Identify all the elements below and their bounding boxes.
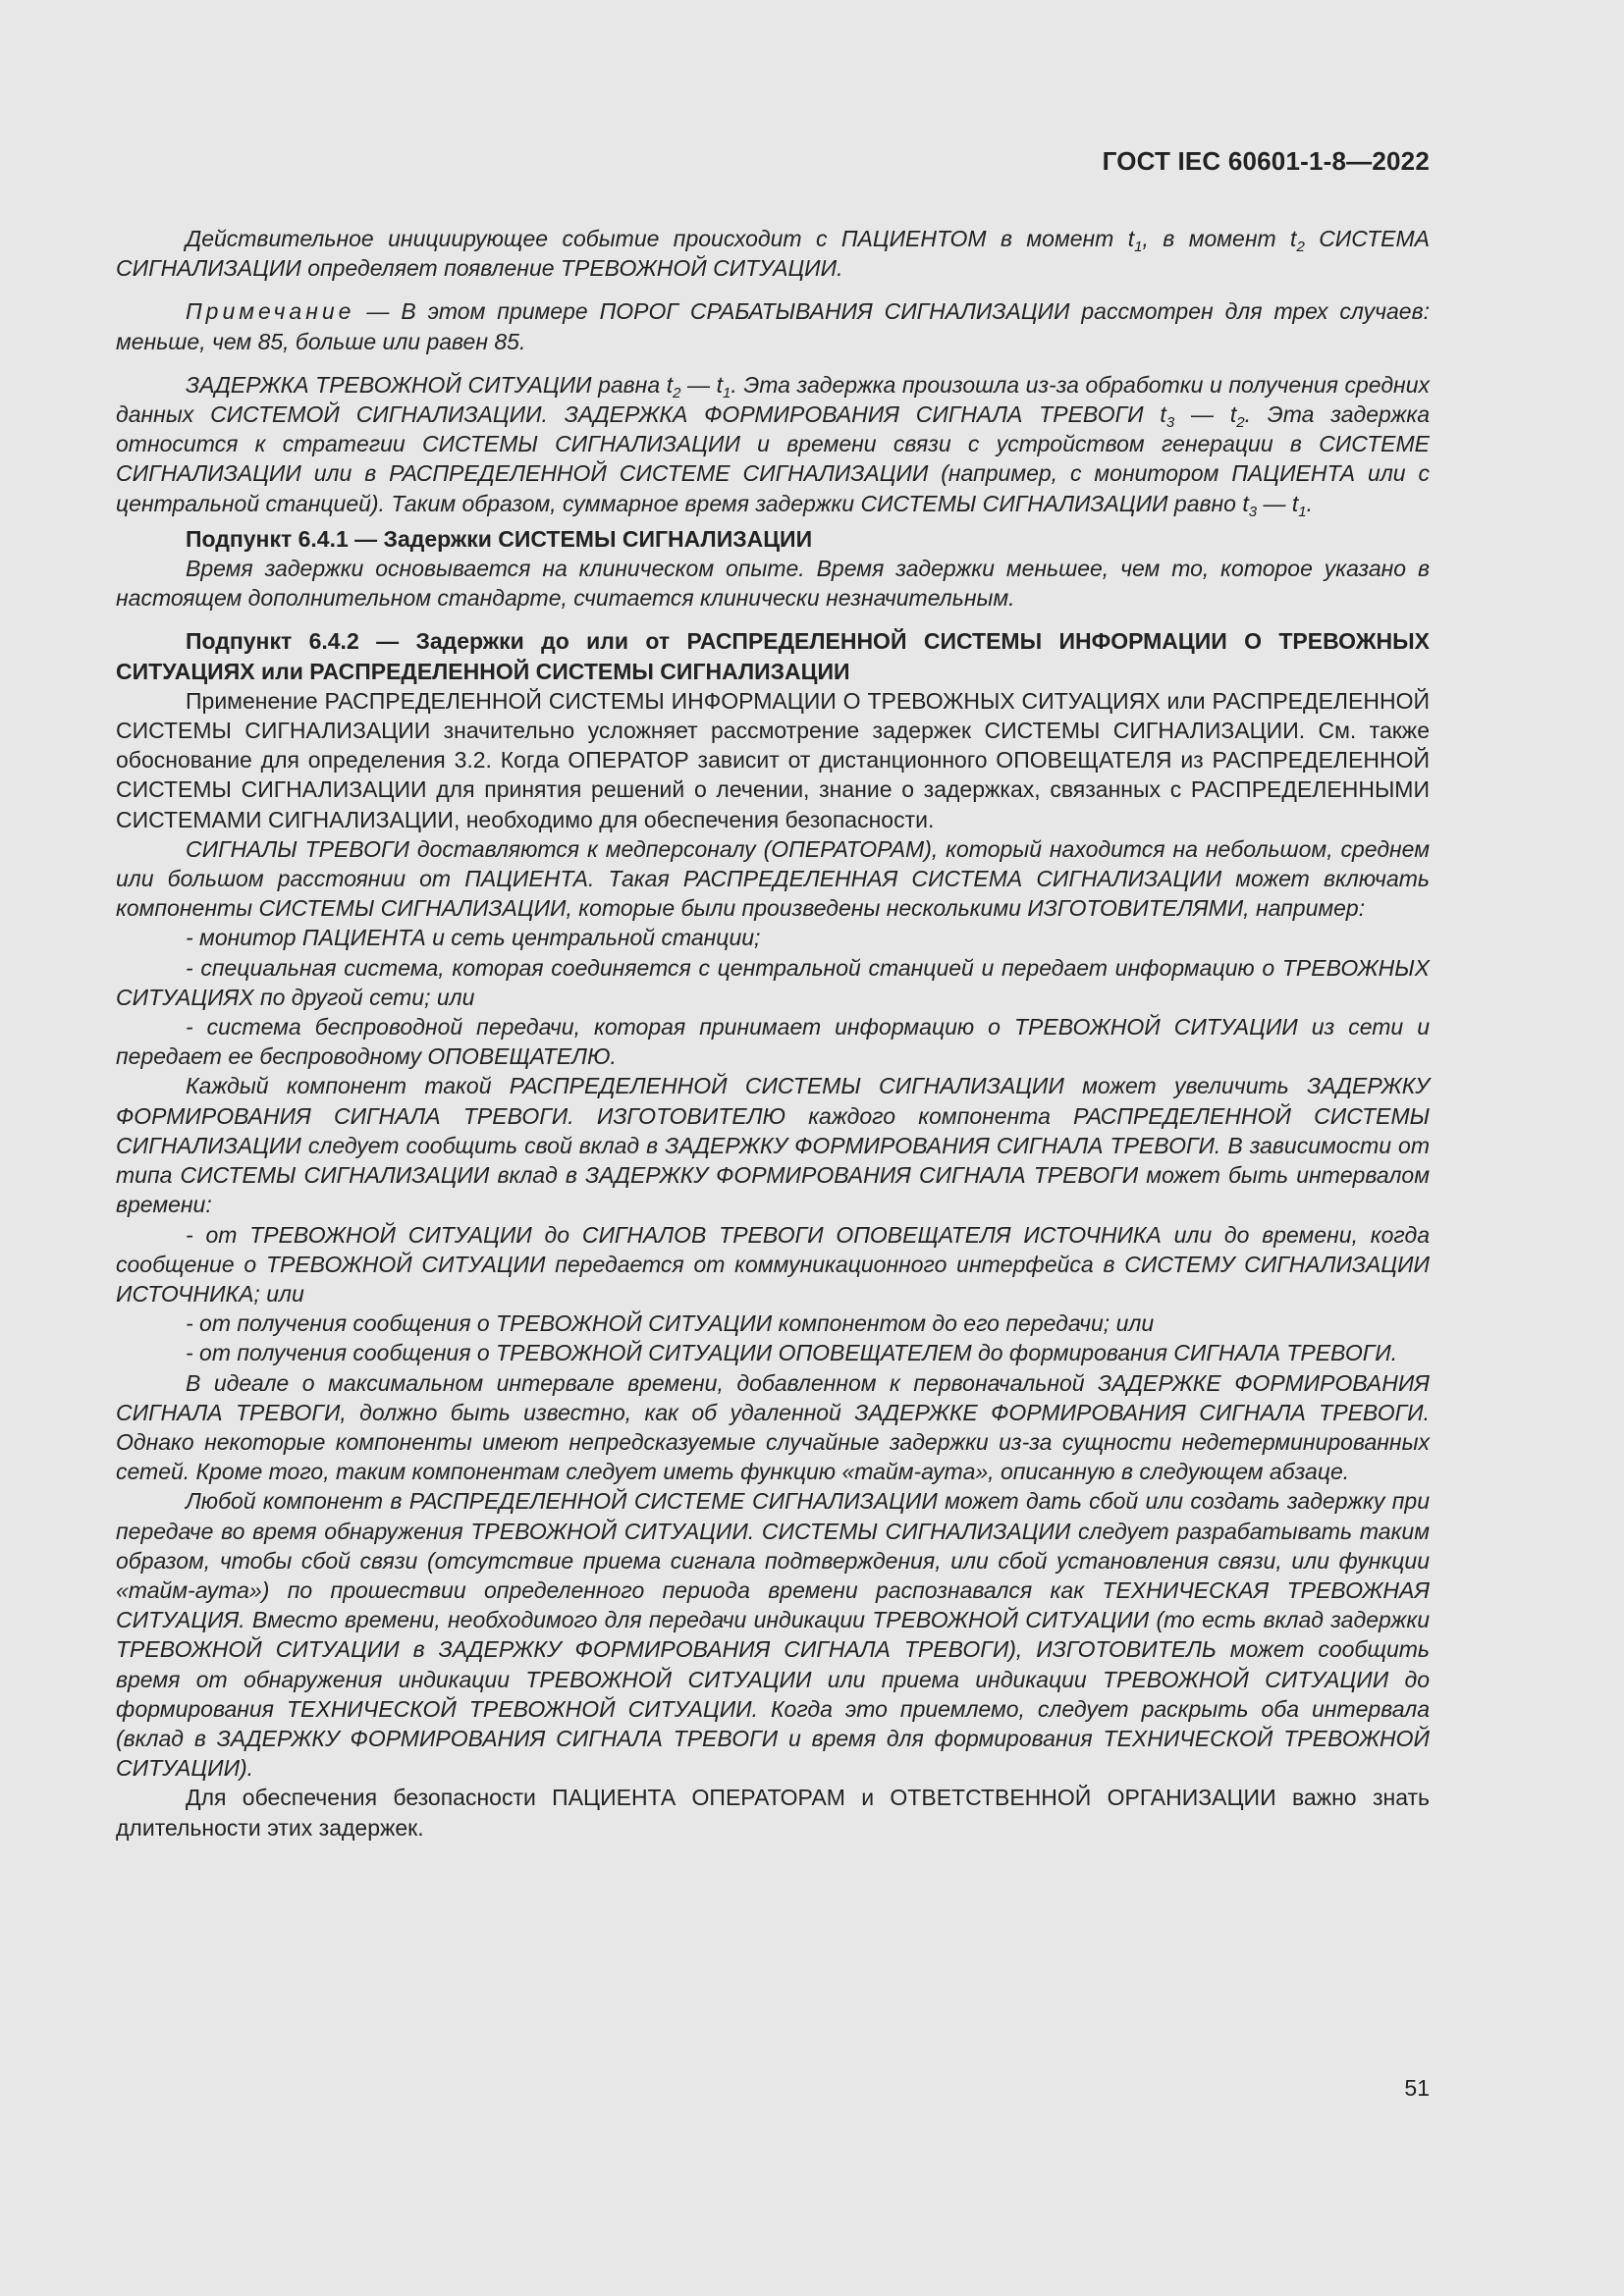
- subclause-6-4-2-paragraph-5: Любой компонент в РАСПРЕДЕЛЕННОЙ СИСТЕМЕ СИГНАЛИЗАЦИИ может дать сбой или создать задержку при передаче во время обнаружения ТРЕВОЖНОЙ СИТУАЦИИ. СИСТЕМЫ СИГНАЛИЗАЦИИ следует разрабатывать таким образом, чтобы сбой связи (отсутствие приема сигнала подтверждения, или сбой установления связи, или функции «тайм-аута») по прошествии определенного периода времени распознавался как ТЕХНИЧЕСКАЯ ТРЕВОЖНАЯ СИТУАЦИЯ. Вместо времени, необходимого для передачи индикации ТРЕВОЖНОЙ СИТУАЦИИ (то есть вклад задержки ТРЕВОЖНОЙ СИТУАЦИИ в ЗАДЕРЖКУ ФОРМИРОВАНИЯ СИГНАЛА ТРЕВОГИ), ИЗГОТОВИТЕЛЬ может сообщить время от обнаружения индикации ТРЕВОЖНОЙ СИТУАЦИИ или приема индикации ТРЕВОЖНОЙ СИТУАЦИИ до формирования ТЕХНИЧЕСКОЙ ТРЕВОЖНОЙ СИТУАЦИИ. Когда это приемлемо, следует раскрыть оба интервала (вклад в ЗАДЕРЖКУ ФОРМИРОВАНИЯ СИГНАЛА ТРЕВОГИ и время для формирования ТЕХНИЧЕСКОЙ ТРЕВОЖНОЙ СИТУАЦИИ).: [116, 1488, 1430, 1782]
- note-paragraph: Примечание — В этом примере ПОРОГ СРАБАТЫВАНИЯ СИГНАЛИЗАЦИИ рассмотрен для трех случаев: меньше, чем 85, больше или равен 85.: [116, 298, 1430, 354]
- document-body: [116, 224, 1430, 1842]
- subclause-6-4-1-text: Время задержки основывается на клиническом опыте. Время задержки меньшее, чем то, которое указано в настоящем дополнительном стандарте, считается клинически незначительным.: [116, 556, 1430, 612]
- subclause-6-4-2-paragraph-6: Для обеспечения безопасности ПАЦИЕНТА ОПЕРАТОРАМ и ОТВЕТСТВЕННОЙ ОРГАНИЗАЦИИ важно знать длительности этих задержек.: [116, 1785, 1430, 1841]
- list-item: - специальная система, которая соединяется с центральной станцией и передает информацию о ТРЕВОЖНЫХ СИТУАЦИЯХ по другой сети; или: [116, 954, 1430, 1010]
- note-label: Примечание: [186, 298, 355, 325]
- list-item: - от получения сообщения о ТРЕВОЖНОЙ СИТУАЦИИ компонентом до его передачи; или: [186, 1310, 1155, 1337]
- subclause-6-4-2-heading: Подпункт 6.4.2 — Задержки до или от РАСПРЕДЕЛЕННОЙ СИСТЕМЫ ИНФОРМАЦИИ О ТРЕВОЖНЫХ СИТУАЦИЯХ или РАСПРЕДЕЛЕННОЙ СИСТЕМЫ СИГНАЛИЗАЦИИ: [116, 628, 1430, 684]
- paragraph-alarm-delay: ЗАДЕРЖКА ТРЕВОЖНОЙ СИТУАЦИИ равна $t_2$ — $t_1$. Эта задержка произошла из-за обработки и получения средних данных СИСТЕМОЙ СИГНАЛИЗАЦИИ. ЗАДЕРЖКА ФОРМИРОВАНИЯ СИГНАЛА ТРЕВОГИ $t_3$ — $t_2$. Эта задержка относится к стратегии СИСТЕМЫ СИГНАЛИЗАЦИИ и времени связи с устройством генерации в СИСТЕМЕ СИГНАЛИЗАЦИИ или в РАСПРЕДЕЛЕННОЙ СИСТЕМЕ СИГНАЛИЗАЦИИ (например, с монитором ПАЦИЕНТА или с центральной станцией). Таким образом, суммарное время задержки СИСТЕМЫ СИГНАЛИЗАЦИИ равно $t_3$ — $t_1$.: [116, 371, 1430, 520]
- list-item: - от получения сообщения о ТРЕВОЖНОЙ СИТУАЦИИ ОПОВЕЩАТЕЛЕМ до формирования СИГНАЛА ТРЕВОГИ.: [186, 1340, 1398, 1366]
- subclause-6-4-2-paragraph-2: СИГНАЛЫ ТРЕВОГИ доставляются к медперсоналу (ОПЕРАТОРАМ), который находится на небольшом, среднем или большом расстоянии от ПАЦИЕНТА. Такая РАСПРЕДЕЛЕННАЯ СИСТЕМА СИГНАЛИЗАЦИИ может включать компоненты СИСТЕМЫ СИГНАЛИЗАЦИИ, которые были произведены несколькими ИЗГОТОВИТЕЛЯМИ, например:: [116, 835, 1430, 922]
- list-item: - монитор ПАЦИЕНТА и сеть центральной станции;: [186, 925, 761, 951]
- document-header: ГОСТ IEC 60601-1-8—2022: [1102, 146, 1430, 176]
- subclause-6-4-2-paragraph-4: В идеале о максимальном интервале времени, добавленном к первоначальной ЗАДЕРЖКЕ ФОРМИРОВАНИЯ СИГНАЛА ТРЕВОГИ, должно быть известно, как об удаленной ЗАДЕРЖКЕ ФОРМИРОВАНИЯ СИГНАЛА ТРЕВОГИ. Однако некоторые компоненты имеют непредсказуемые случайные задержки из-за сущности недетерминированных сетей. Кроме того, таким компонентам следует иметь функцию «тайм-аута», описанную в следующем абзаце.: [116, 1369, 1430, 1485]
- paragraph-trigger-event: Действительное инициирующее событие происходит с ПАЦИЕНТОМ в момент $t_1$, в момент $t_2$ СИСТЕМА СИГНАЛИЗАЦИИ определяет появление ТРЕВОЖНОЙ СИТУАЦИИ.: [116, 226, 1430, 282]
- subclause-6-4-2-paragraph-1: Применение РАСПРЕДЕЛЕННОЙ СИСТЕМЫ ИНФОРМАЦИИ О ТРЕВОЖНЫХ СИТУАЦИЯХ или РАСПРЕДЕЛЕННОЙ СИСТЕМЫ СИГНАЛИЗАЦИИ значительно усложняет рассмотрение задержек СИСТЕМЫ СИГНАЛИЗАЦИИ. См. также обоснование для определения 3.2. Когда ОПЕРАТОР зависит от дистанционного ОПОВЕЩАТЕЛЯ из РАСПРЕДЕЛЕННОЙ СИСТЕМЫ СИГНАЛИЗАЦИИ для принятия решений о лечении, знание о задержках, связанных с РАСПРЕДЕЛЕННЫМИ СИСТЕМАМИ СИГНАЛИЗАЦИИ, необходимо для обеспечения безопасности.: [116, 687, 1430, 832]
- page-number: 51: [1404, 2075, 1430, 2101]
- subclause-6-4-1-heading: Подпункт 6.4.1 — Задержки СИСТЕМЫ СИГНАЛИЗАЦИИ: [186, 525, 813, 552]
- list-item: - система беспроводной передачи, которая принимает информацию о ТРЕВОЖНОЙ СИТУАЦИИ из сети и передает ее беспроводному ОПОВЕЩАТЕЛЮ.: [116, 1014, 1430, 1070]
- subclause-6-4-2-paragraph-3: Каждый компонент такой РАСПРЕДЕЛЕННОЙ СИСТЕМЫ СИГНАЛИЗАЦИИ может увеличить ЗАДЕРЖКУ ФОРМИРОВАНИЯ СИГНАЛА ТРЕВОГИ. ИЗГОТОВИТЕЛЮ каждого компонента РАСПРЕДЕЛЕННОЙ СИСТЕМЫ СИГНАЛИЗАЦИИ следует сообщить свой вклад в ЗАДЕРЖКУ ФОРМИРОВАНИЯ СИГНАЛА ТРЕВОГИ. В зависимости от типа СИСТЕМЫ СИГНАЛИЗАЦИИ вклад в ЗАДЕРЖКУ ФОРМИРОВАНИЯ СИГНАЛА ТРЕВОГИ может быть интервалом времени:: [116, 1073, 1430, 1218]
- list-item: - от ТРЕВОЖНОЙ СИТУАЦИИ до СИГНАЛОВ ТРЕВОГИ ОПОВЕЩАТЕЛЯ ИСТОЧНИКА или до времени, когда сообщение о ТРЕВОЖНОЙ СИТУАЦИИ передается от коммуникационного интерфейса в СИСТЕМУ СИГНАЛИЗАЦИИ ИСТОЧНИКА; или: [116, 1221, 1430, 1307]
